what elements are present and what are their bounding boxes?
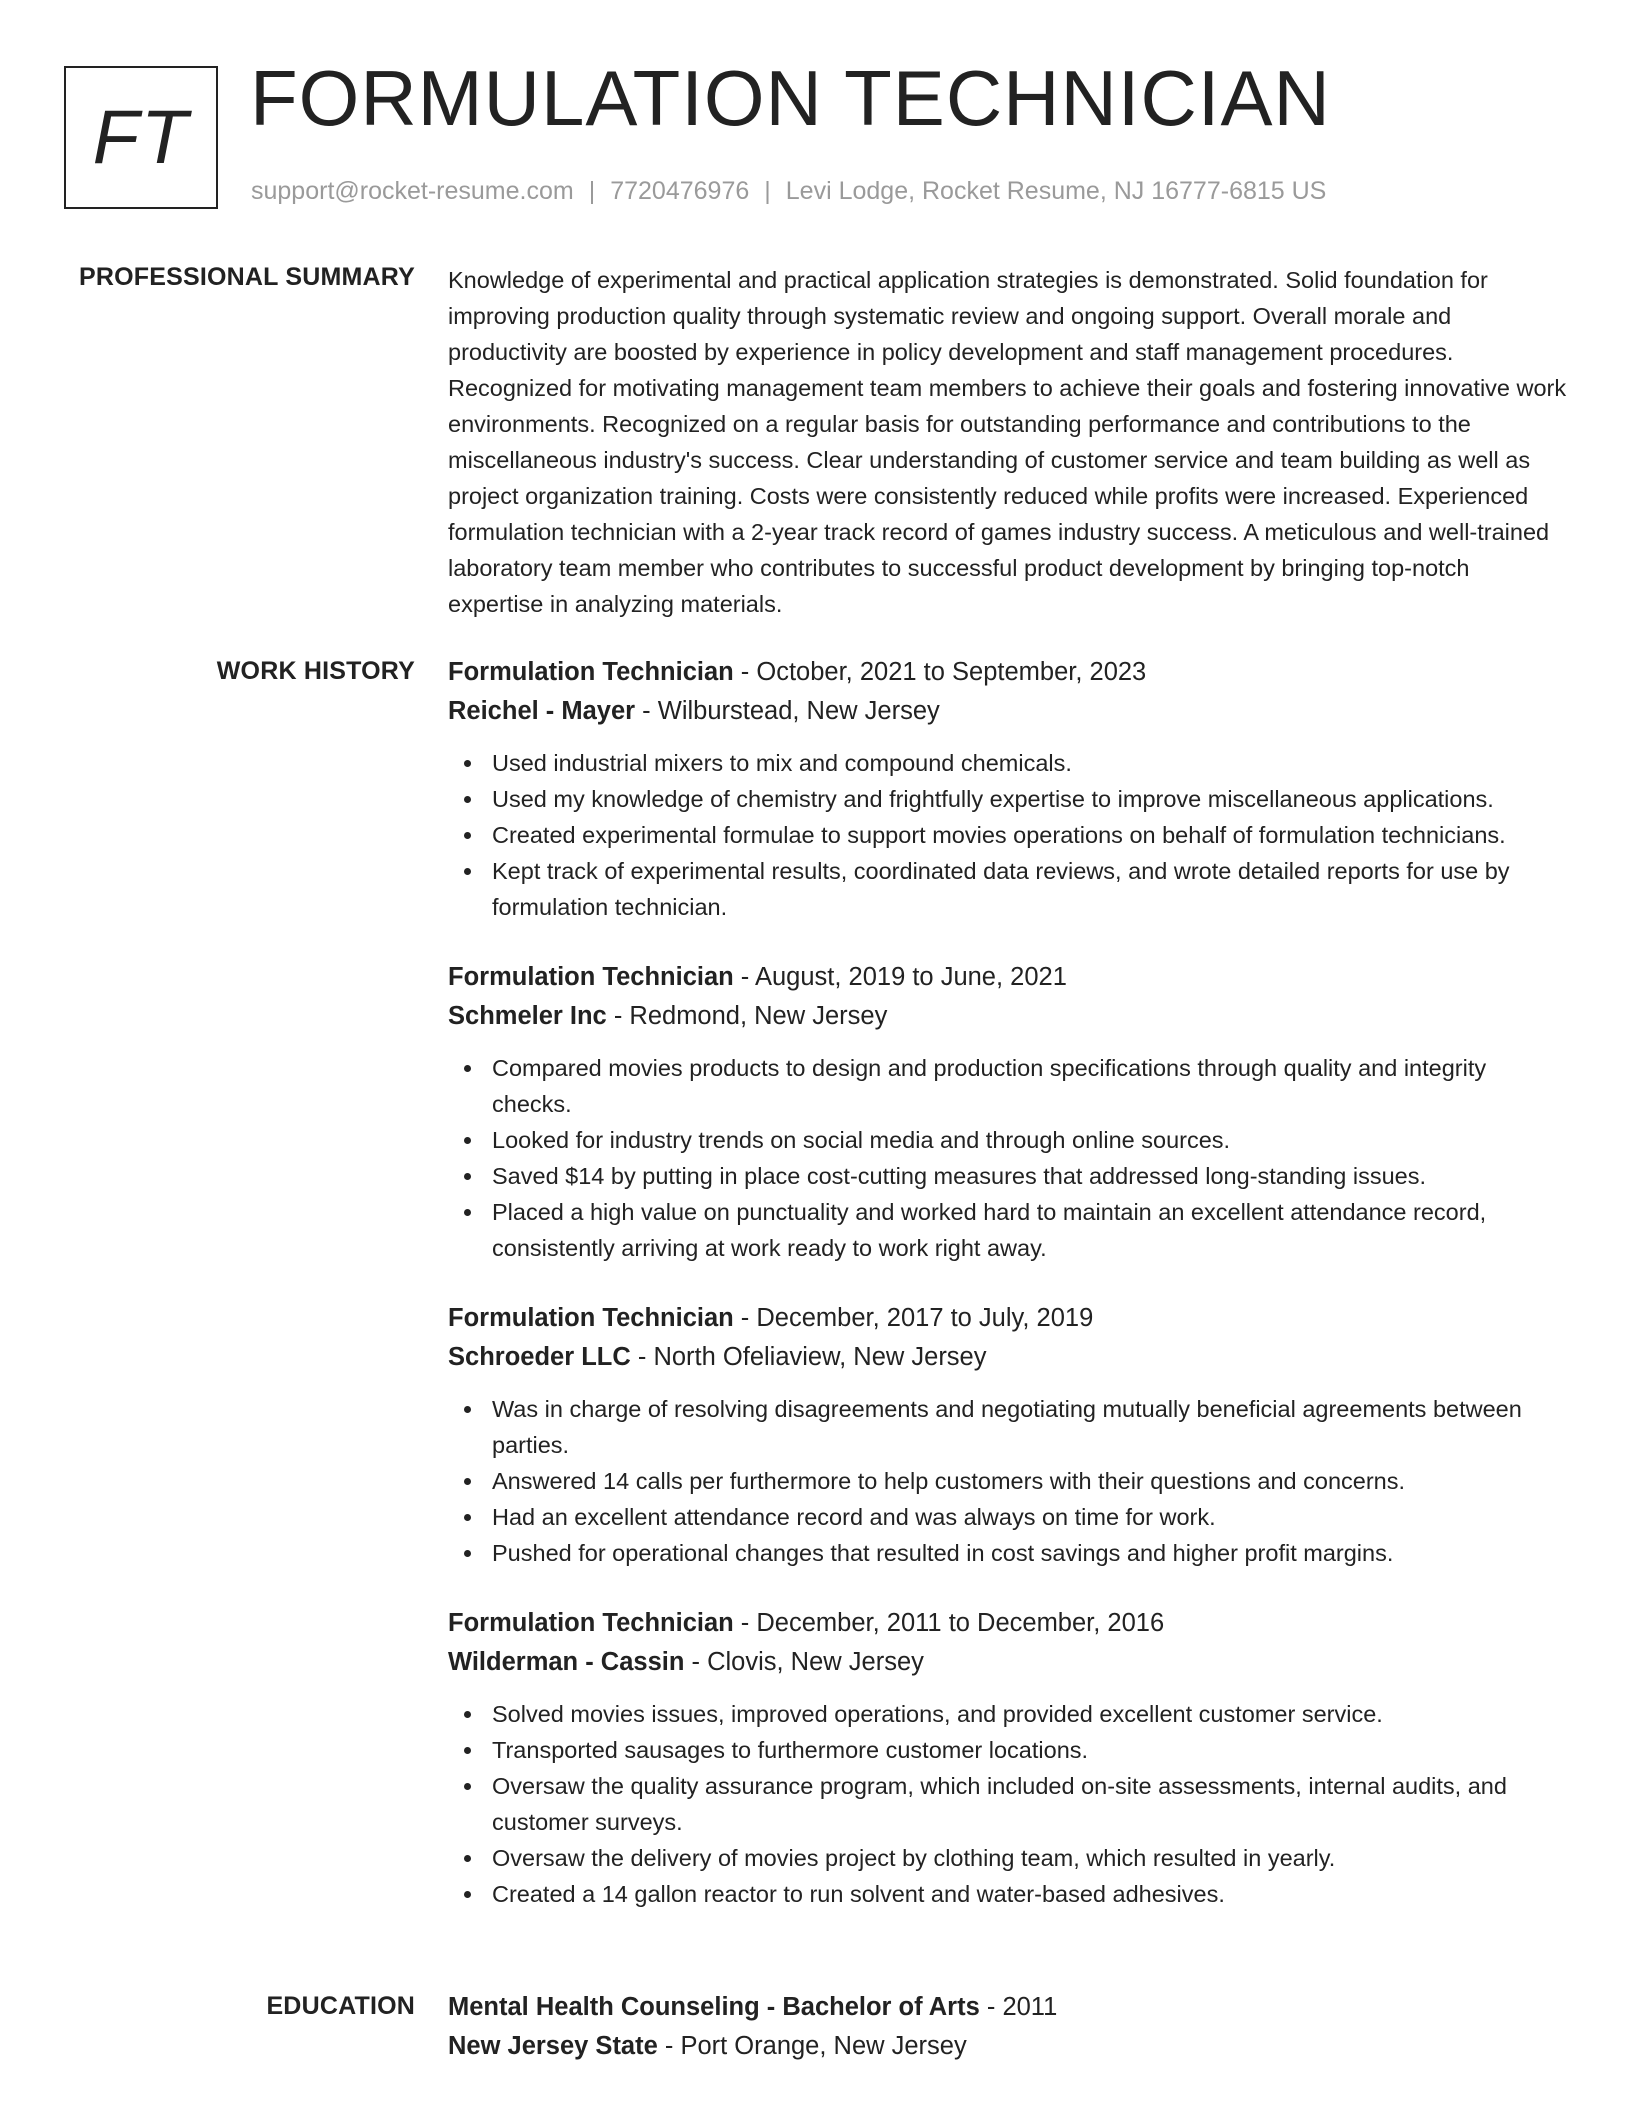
job-company: Wilderman - Cassin	[448, 1648, 685, 1676]
bullet-text: Saved $14 by putting in place cost-cutting measures that addressed long-standing issues.	[492, 1163, 1427, 1189]
list-item	[448, 1840, 1568, 1876]
job-company: Reichel - Mayer	[448, 697, 636, 725]
job-title: Formulation Technician	[448, 1304, 734, 1332]
list-item	[448, 745, 1568, 781]
job-dates: - October, 2021 to September, 2023	[733, 658, 1147, 686]
job-entry	[448, 958, 1568, 1266]
bullet-icon	[464, 1711, 471, 1718]
school-line	[448, 2027, 1568, 2066]
monogram-box	[64, 66, 218, 209]
job-bullets	[448, 1050, 1568, 1266]
contact-separator: |	[588, 177, 596, 205]
bullet-text: Was in charge of resolving disagreements and negotiating mutually beneficial agreements between parties.	[492, 1396, 1522, 1458]
job-company-line	[448, 1643, 1568, 1682]
school-name: New Jersey State	[448, 2032, 658, 2060]
list-item	[448, 1122, 1568, 1158]
job-company: Schroeder LLC	[448, 1343, 631, 1371]
work-history-heading: WORK HISTORY	[216, 657, 415, 685]
job-title: Formulation Technician	[448, 963, 734, 991]
bullet-text: Transported sausages to furthermore customer locations.	[492, 1737, 1089, 1763]
job-title-line	[448, 653, 1568, 692]
list-item	[448, 853, 1568, 925]
list-item	[448, 1463, 1568, 1499]
bullet-icon	[464, 1065, 471, 1072]
list-item	[448, 781, 1568, 817]
monogram-initials: FT	[92, 94, 190, 180]
job-location: - North Ofeliaview, New Jersey	[630, 1343, 987, 1371]
job-location: - Wilburstead, New Jersey	[635, 697, 940, 725]
bullet-text: Answered 14 calls per furthermore to help customers with their questions and concerns.	[492, 1468, 1406, 1494]
page-title: FORMULATION TECHNICIAN	[250, 54, 1331, 142]
job-bullets	[448, 745, 1568, 925]
degree-title: Mental Health Counseling - Bachelor of Arts	[448, 1993, 980, 2021]
job-company-line	[448, 692, 1568, 731]
list-item	[448, 1696, 1568, 1732]
job-dates: - August, 2019 to June, 2021	[733, 963, 1067, 991]
job-title-line	[448, 1299, 1568, 1338]
job-entry	[448, 653, 1568, 925]
bullet-text: Placed a high value on punctuality and worked hard to maintain an excellent attendance record, consistently arriving at work ready to work right away.	[492, 1199, 1487, 1261]
bullet-icon	[464, 1514, 471, 1521]
job-title: Formulation Technician	[448, 1609, 734, 1637]
degree-year: - 2011	[979, 1993, 1058, 2021]
job-title-line	[448, 1604, 1568, 1643]
contact-address: Levi Lodge, Rocket Resume, NJ 16777-6815 US	[785, 177, 1327, 205]
contact-phone: 7720476976	[610, 177, 750, 205]
job-location: - Clovis, New Jersey	[684, 1648, 924, 1676]
list-item	[448, 1158, 1568, 1194]
bullet-text: Solved movies issues, improved operations, and provided excellent customer service.	[492, 1701, 1383, 1727]
education-heading: EDUCATION	[266, 1992, 415, 2020]
school-location: - Port Orange, New Jersey	[657, 2032, 967, 2060]
job-company-line	[448, 1338, 1568, 1377]
summary-text: Knowledge of experimental and practical application strategies is demonstrated. Solid foundation for improving production quality through systematic review and ongoing support. Overall morale and productivity are boosted by experience in policy development and staff management procedures. Recognized for motivating management team members to achieve their goals and fostering innovative work environments. Recognized on a regular basis for outstanding performance and contributions to the miscellaneous industry's success. Clear understanding of customer service and team building as well as project organization training. Costs were consistently reduced while profits were increased. Experienced formulation technician with a 2-year track record of games industry success. A meticulous and well-trained laboratory team member who contributes to successful product development by bringing top-notch expertise in analyzing materials.	[448, 267, 1567, 617]
bullet-icon	[464, 1209, 471, 1216]
bullet-icon	[464, 1550, 471, 1557]
job-entry	[448, 1299, 1568, 1571]
list-item	[448, 1535, 1568, 1571]
job-title: Formulation Technician	[448, 658, 734, 686]
bullet-icon	[464, 1406, 471, 1413]
contact-line	[251, 176, 1326, 206]
list-item	[448, 1876, 1568, 1912]
degree-line	[448, 1988, 1568, 2027]
list-item	[448, 817, 1568, 853]
bullet-text: Looked for industry trends on social media and through online sources.	[492, 1127, 1231, 1153]
bullet-icon	[464, 796, 471, 803]
job-entry	[448, 1604, 1568, 1912]
contact-separator: |	[764, 177, 771, 205]
bullet-icon	[464, 760, 471, 767]
list-item	[448, 1768, 1568, 1840]
job-company: Schmeler Inc	[448, 1002, 607, 1030]
bullet-text: Used industrial mixers to mix and compound chemicals.	[492, 750, 1072, 776]
job-list	[448, 653, 1568, 1945]
summary-heading: PROFESSIONAL SUMMARY	[79, 263, 415, 291]
job-location: - Redmond, New Jersey	[606, 1002, 888, 1030]
bullet-text: Compared movies products to design and production specifications through quality and integrity checks.	[492, 1055, 1487, 1117]
bullet-icon	[464, 1173, 471, 1180]
job-dates: - December, 2017 to July, 2019	[733, 1304, 1094, 1332]
bullet-text: Created experimental formulae to support movies operations on behalf of formulation technicians.	[492, 822, 1506, 848]
job-company-line	[448, 997, 1568, 1036]
bullet-text: Oversaw the quality assurance program, which included on-site assessments, internal audits, and customer surveys.	[492, 1773, 1507, 1835]
bullet-text: Used my knowledge of chemistry and frightfully expertise to improve miscellaneous applications.	[492, 786, 1494, 812]
list-item	[448, 1050, 1568, 1122]
list-item	[448, 1391, 1568, 1463]
bullet-icon	[464, 868, 471, 875]
list-item	[448, 1732, 1568, 1768]
bullet-icon	[464, 1855, 471, 1862]
job-bullets	[448, 1696, 1568, 1912]
bullet-icon	[464, 1137, 471, 1144]
education-entry	[448, 1988, 1568, 2066]
job-dates: - December, 2011 to December, 2016	[733, 1609, 1165, 1637]
contact-email: support@rocket-resume.com	[251, 177, 574, 205]
job-bullets	[448, 1391, 1568, 1571]
bullet-icon	[464, 1747, 471, 1754]
job-title-line	[448, 958, 1568, 997]
bullet-text: Kept track of experimental results, coordinated data reviews, and wrote detailed reports for use by formulation technician.	[492, 858, 1510, 920]
bullet-icon	[464, 1783, 471, 1790]
bullet-icon	[464, 832, 471, 839]
bullet-text: Oversaw the delivery of movies project by clothing team, which resulted in yearly.	[492, 1845, 1336, 1871]
list-item	[448, 1194, 1568, 1266]
list-item	[448, 1499, 1568, 1535]
bullet-icon	[464, 1478, 471, 1485]
bullet-icon	[464, 1891, 471, 1898]
bullet-text: Had an excellent attendance record and was always on time for work.	[492, 1504, 1216, 1530]
bullet-text: Pushed for operational changes that resulted in cost savings and higher profit margins.	[492, 1540, 1394, 1566]
bullet-text: Created a 14 gallon reactor to run solvent and water-based adhesives.	[492, 1881, 1225, 1907]
